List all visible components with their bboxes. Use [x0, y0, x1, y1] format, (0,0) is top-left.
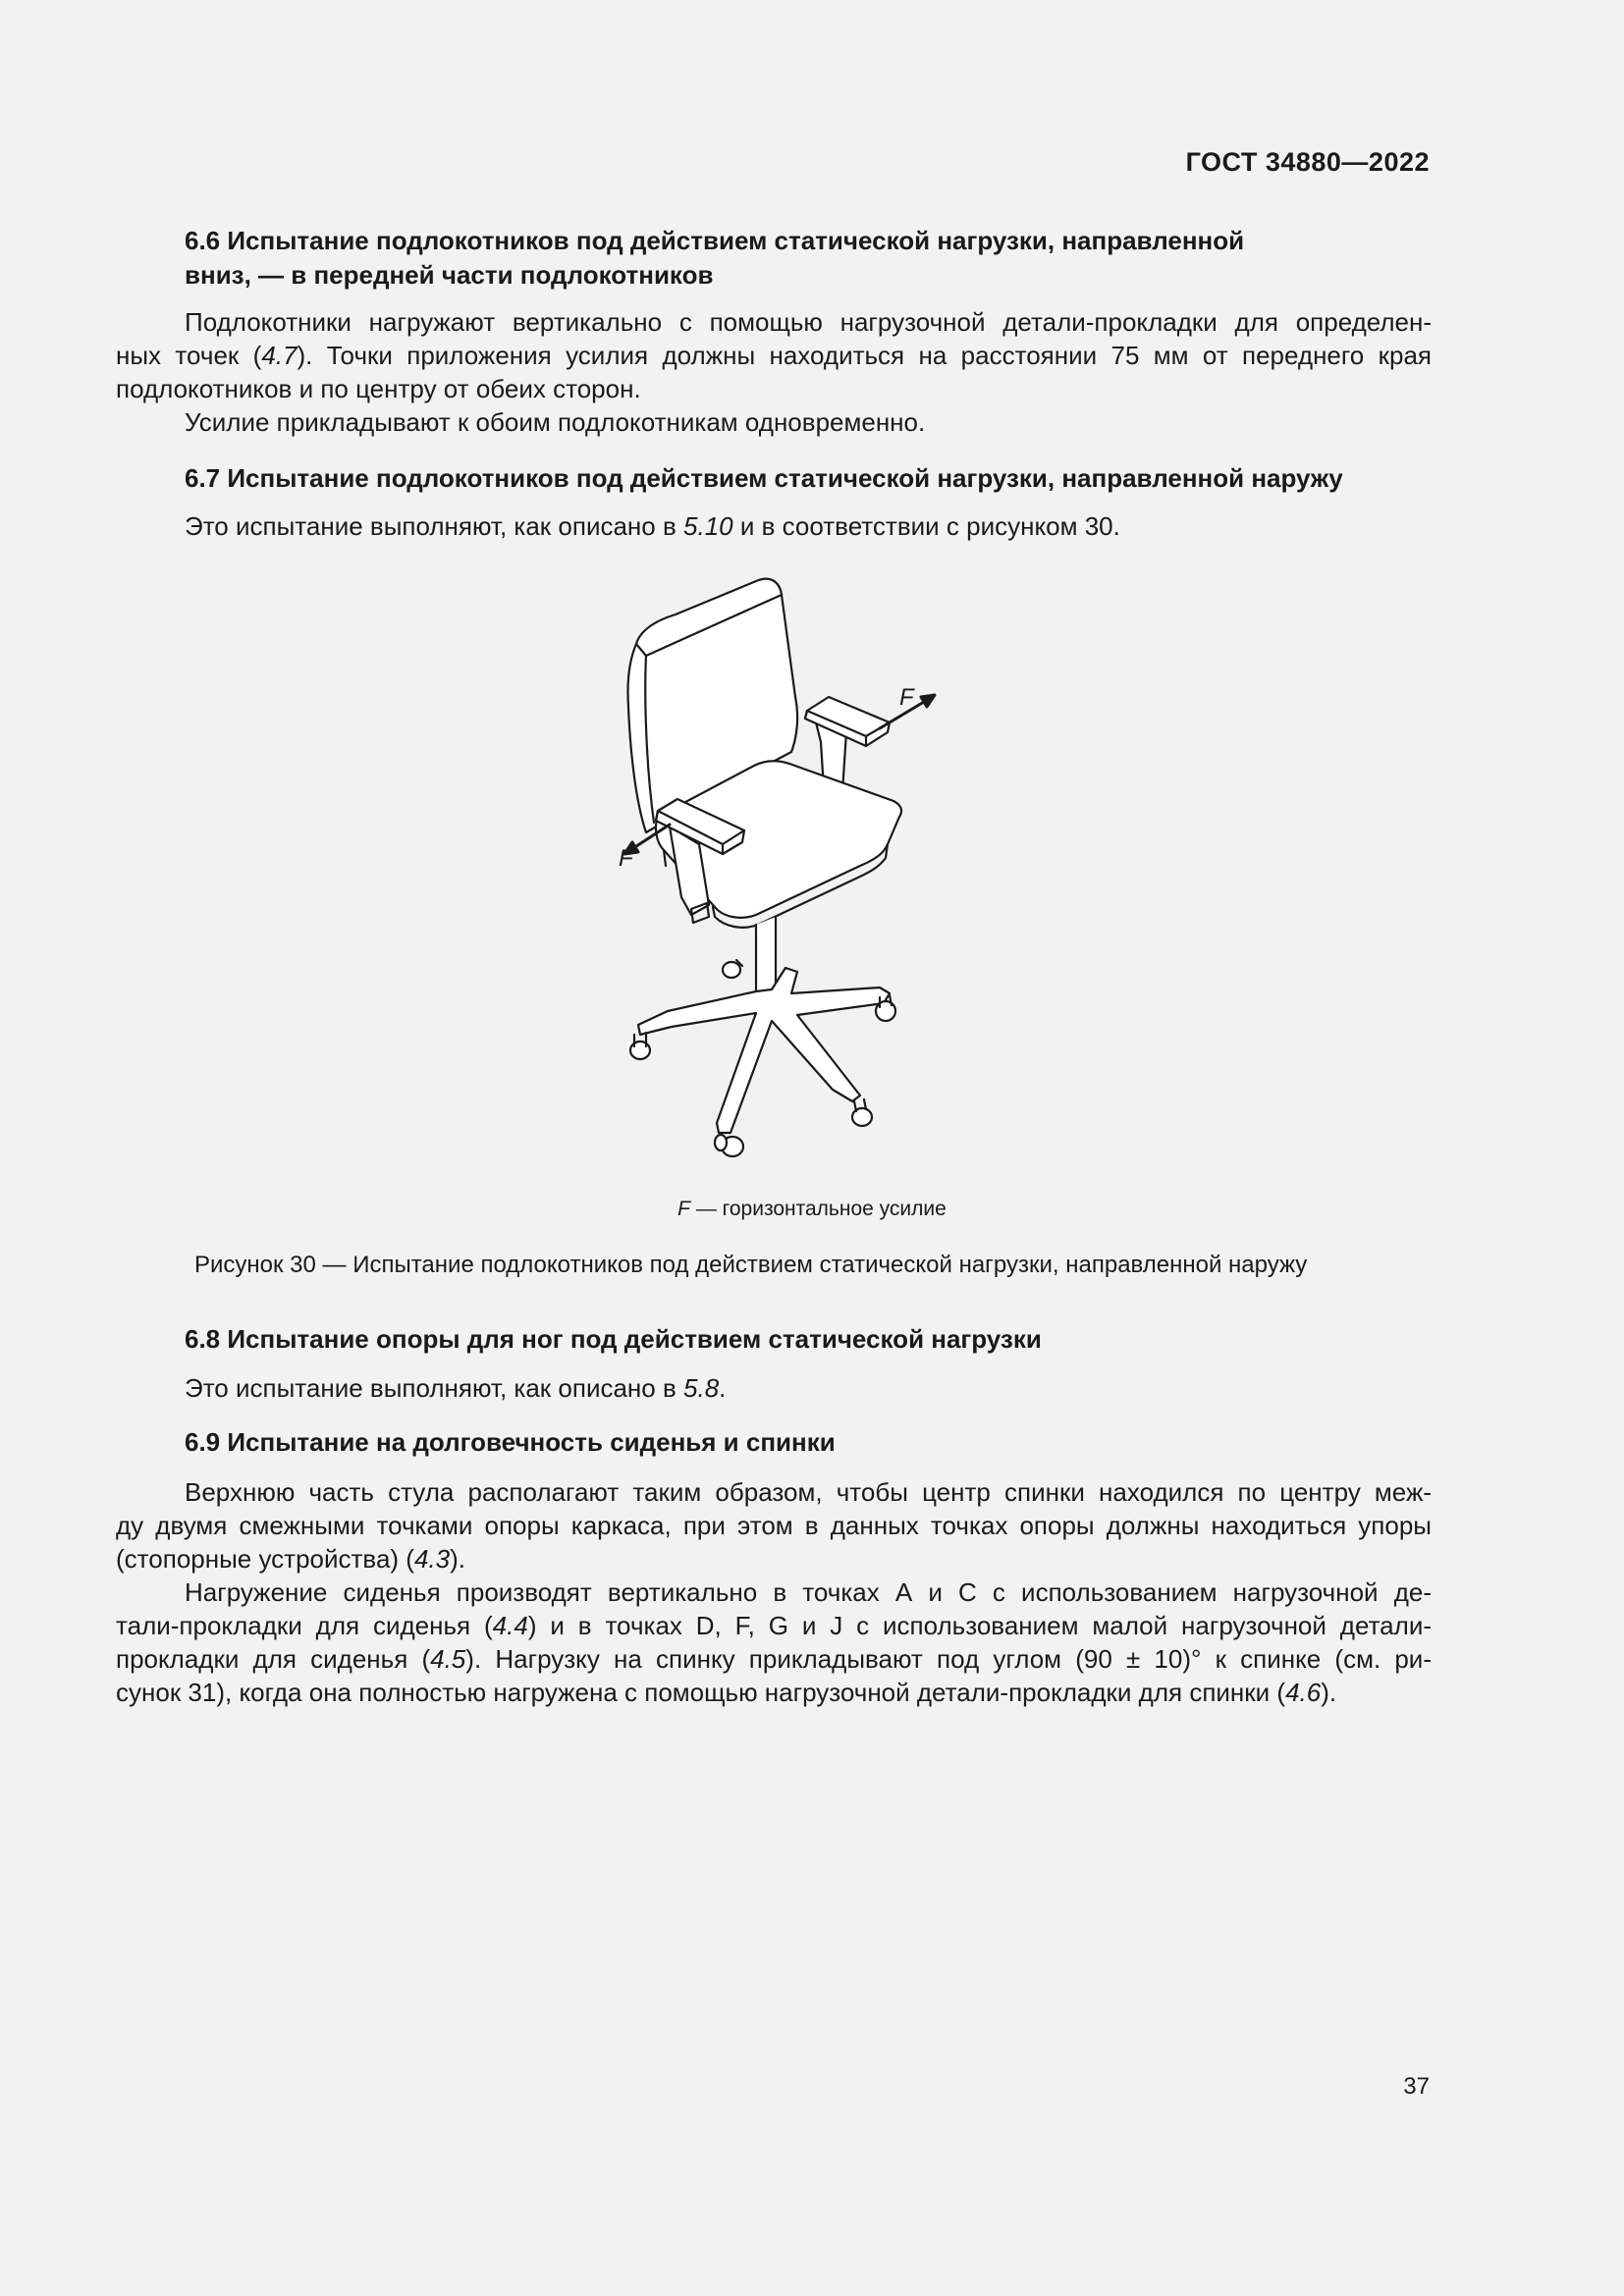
figure-caption: Рисунок 30 — Испытание подлокотников под действием статической нагрузки, направленной наружу [194, 1252, 1308, 1278]
section-6-8-title: 6.8 Испытание опоры для ног под действием статической нагрузки [185, 1324, 1042, 1354]
paragraph-line: Верхнюю часть стула располагают таким образом, чтобы центр спинки находился по центру меж- [185, 1477, 1432, 1507]
section-6-6-paragraph-1 [116, 305, 1432, 439]
paragraph-line: Нагружение сиденья производят вертикально в точках А и С с использованием нагрузочной де- [185, 1577, 1432, 1607]
section-6-9-paragraph-1 [116, 1475, 1432, 1709]
chair-caster [630, 1033, 650, 1059]
right-armrest-pad [805, 697, 890, 746]
page-number: 37 [1403, 2073, 1430, 2100]
chair-base-star [638, 968, 890, 1133]
section-6-6-title-line1: 6.6 Испытание подлокотников под действием статической нагрузки, направленной [185, 226, 1245, 255]
paragraph-line: (стопорные устройства) (4.3). [116, 1544, 465, 1574]
paragraph-line: подлокотников и по центру от обеих сторон. [116, 374, 641, 403]
section-6-9-title: 6.9 Испытание на долговечность сиденья и спинки [185, 1427, 836, 1457]
paragraph-line: Усилие прикладывают к обоим подлокотникам одновременно. [185, 407, 926, 437]
reference-link: 4.7 [261, 341, 298, 370]
chair-caster [723, 960, 742, 978]
paragraph-line: тали-прокладки для сиденья (4.4) и в точках D, F, G и J с использованием малой нагрузочной детали- [116, 1611, 1432, 1640]
paragraph-line: прокладки для сиденья (4.5). Нагрузку на спинку прикладывают под углом (90 ± 10)° к спинке (см. ри- [116, 1644, 1432, 1674]
force-label-left: F [619, 845, 633, 872]
paragraph-line: ных точек (4.7). Точки приложения усилия должны находиться на расстоянии 75 мм от переднего края [116, 341, 1432, 370]
paragraph-line: Подлокотники нагружают вертикально с помощью нагрузочной детали-прокладки для определен- [185, 307, 1432, 337]
chair-caster [715, 1135, 743, 1156]
paragraph-line: ду двумя смежными точками опоры каркаса, при этом в данных точках опоры должны находиться упоры [116, 1511, 1432, 1540]
paragraph-line: сунок 31), когда она полностью нагружена с помощью нагрузочной детали-прокладки для спинки (4.6). [116, 1678, 1337, 1707]
reference-link: 4.5 [430, 1644, 466, 1674]
force-label-right: F [899, 684, 914, 711]
reference-link: 4.3 [413, 1544, 451, 1574]
reference-link: 5.8 [683, 1373, 720, 1403]
figure-legend: F — горизонтальное усилие [677, 1198, 947, 1220]
chair-caster [852, 1099, 872, 1126]
document-header: ГОСТ 34880—2022 [1185, 147, 1430, 177]
section-6-7-title: 6.7 Испытание подлокотников под действием статической нагрузки, направленной наружу [185, 463, 1343, 493]
reference-link: 5.10 [683, 511, 733, 541]
reference-link: 4.4 [492, 1611, 528, 1640]
section-6-6-title-line2: вниз, — в передней части подлокотников [185, 260, 714, 290]
section-6-6-title [185, 224, 1432, 293]
reference-link: 4.6 [1285, 1678, 1322, 1707]
office-chair-illustration [589, 560, 982, 1168]
section-6-8-paragraph: Это испытание выполняют, как описано в 5.8. [185, 1373, 727, 1403]
section-6-7-paragraph: Это испытание выполняют, как описано в 5.10 и в соответствии с рисунком 30. [185, 511, 1120, 541]
